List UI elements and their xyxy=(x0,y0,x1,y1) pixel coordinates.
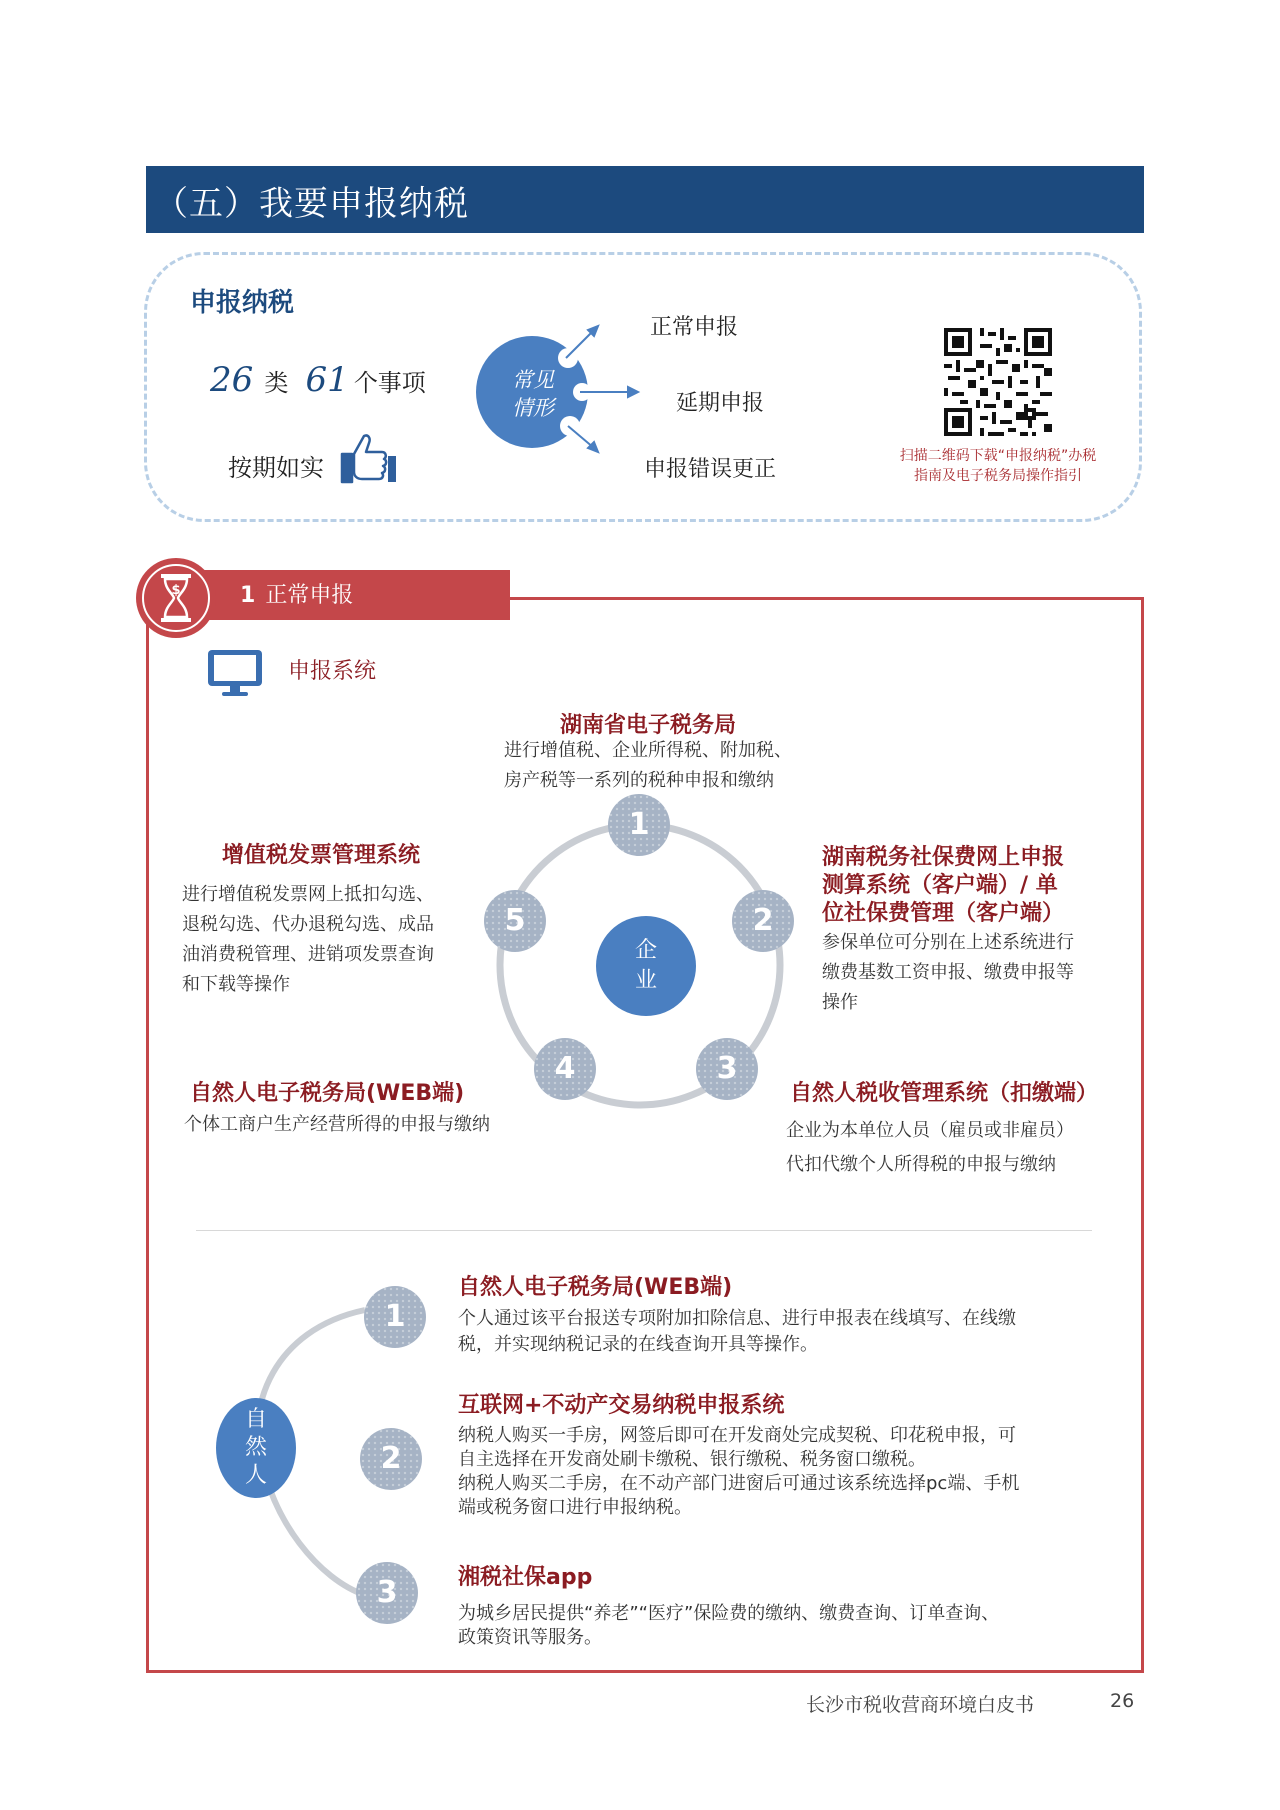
person-item-3-desc xyxy=(458,1602,999,1650)
enterprise-hub-line-1: 企 xyxy=(634,938,657,963)
hourglass-icon xyxy=(134,556,218,640)
qr-caption xyxy=(868,446,1128,486)
svg-text:$: $ xyxy=(171,583,181,598)
qr-caption-line-2: 指南及电子税务局操作指引 xyxy=(914,468,1082,484)
system-2-desc-line: 操作 xyxy=(822,992,858,1013)
system-5-desc-line: 和下载等操作 xyxy=(182,974,290,995)
system-1-title: 湖南省电子税务局 xyxy=(560,713,737,738)
person-item-2-desc-line: 自主选择在开发商处刷卡缴税、银行缴税、税务窗口缴税。 xyxy=(458,1449,926,1470)
case-extension: 延期申报 xyxy=(676,391,765,416)
person-item-3-title: 湘税社保app xyxy=(458,1565,593,1590)
stat-unit-1: 类 xyxy=(264,369,289,397)
person-hub xyxy=(216,1398,296,1498)
system-5-desc xyxy=(182,880,434,1000)
section1-subheading: 申报系统 xyxy=(288,659,377,684)
principle-label: 按期如实 xyxy=(228,454,324,482)
section1-title: 正常申报 xyxy=(265,583,354,608)
info-heading: 申报纳税 xyxy=(190,288,295,318)
section-divider xyxy=(196,1230,1092,1231)
footer-book-title: 长沙市税收营商环境白皮书 xyxy=(806,1694,1035,1716)
person-item-2-desc-line: 纳税人购买二手房，在不动产部门进窗后可通过该系统选择pc端、手机 xyxy=(458,1473,1020,1494)
case-normal: 正常申报 xyxy=(650,315,739,340)
person-item-1-title: 自然人电子税务局(WEB端) xyxy=(458,1275,733,1300)
case-correction: 申报错误更正 xyxy=(644,457,777,482)
system-number-1: 1 xyxy=(608,794,670,856)
person-item-number-1: 1 xyxy=(364,1286,426,1348)
system-number-3: 3 xyxy=(696,1038,758,1100)
qr-code[interactable] xyxy=(944,328,1052,436)
system-3-desc-line: 代扣代缴个人所得税的申报与缴纳 xyxy=(786,1154,1056,1175)
person-item-2-title: 互联网+不动产交易纳税申报系统 xyxy=(458,1393,785,1418)
person-item-2-desc-line: 端或税务窗口进行申报纳税。 xyxy=(458,1497,692,1518)
person-hub-line: 人 xyxy=(244,1463,267,1488)
system-3-desc xyxy=(786,1114,1074,1182)
person-item-2-desc-line: 纳税人购买一手房，网签后即可在开发商处完成契税、印花税申报，可 xyxy=(458,1425,1016,1446)
system-5-title: 增值税发票管理系统 xyxy=(222,843,421,868)
stat-number-1: 26 xyxy=(210,360,254,400)
system-2-title xyxy=(822,844,1064,928)
person-item-1-desc-line: 个人通过该平台报送专项附加扣除信息、进行申报表在线填写、在线缴 xyxy=(458,1308,1016,1329)
section1-number: 1 xyxy=(240,583,256,608)
stat-number-2: 61 xyxy=(305,360,349,400)
system-number-2: 2 xyxy=(732,890,794,952)
stats-line xyxy=(210,360,426,400)
monitor-icon xyxy=(206,648,264,698)
person-item-3-desc-line: 为城乡居民提供“养老”“医疗”保险费的缴纳、缴费查询、订单查询、 xyxy=(458,1603,1000,1624)
enterprise-hub xyxy=(596,916,696,1016)
person-item-2-desc xyxy=(458,1424,1019,1520)
system-1-desc-line: 房产税等一系列的税种申报和缴纳 xyxy=(504,770,774,791)
system-2-title-line: 湖南税务社保费网上申报 xyxy=(822,845,1065,870)
system-5-desc-line: 进行增值税发票网上抵扣勾选、 xyxy=(182,884,434,905)
enterprise-hub-line-2: 业 xyxy=(634,968,657,993)
system-number-4: 4 xyxy=(534,1038,596,1100)
person-item-1-desc-line: 税，并实现纳税记录的在线查询开具等操作。 xyxy=(458,1334,818,1355)
person-item-number-3: 3 xyxy=(356,1562,418,1624)
person-item-3-desc-line: 政策资讯等服务。 xyxy=(458,1627,602,1648)
system-1-desc-line: 进行增值税、企业所得税、附加税、 xyxy=(504,740,792,761)
system-2-desc xyxy=(822,928,1074,1018)
system-number-5: 5 xyxy=(484,890,546,952)
system-3-desc-line: 企业为本单位人员（雇员或非雇员） xyxy=(786,1120,1074,1141)
system-5-desc-line: 油消费税管理、进销项发票查询 xyxy=(182,944,434,965)
section1-tab-label xyxy=(240,578,353,609)
qr-caption-line-1: 扫描二维码下载“申报纳税”办税 xyxy=(899,448,1097,464)
footer-page-number: 26 xyxy=(1110,1690,1135,1712)
common-cases-hub xyxy=(476,318,646,468)
person-hub-line: 然 xyxy=(244,1435,267,1460)
person-item-number-2: 2 xyxy=(360,1428,422,1490)
system-2-title-line: 测算系统（客户端）/ 单 xyxy=(822,873,1058,898)
hub-label-line-2: 情形 xyxy=(512,396,554,420)
system-1-desc xyxy=(504,736,792,796)
person-item-1-desc xyxy=(458,1306,1016,1358)
system-5-desc-line: 退税勾选、代办退税勾选、成品 xyxy=(182,914,434,935)
system-4-desc: 个体工商户生产经营所得的申报与缴纳 xyxy=(184,1114,490,1135)
hub-label xyxy=(512,366,554,422)
hub-label-line-1: 常见 xyxy=(512,368,554,392)
system-3-title: 自然人税收管理系统（扣缴端） xyxy=(790,1081,1099,1106)
system-2-title-line: 位社保费管理（客户端） xyxy=(822,901,1065,926)
stat-unit-2: 个事项 xyxy=(353,369,426,397)
thumbs-up-icon xyxy=(336,432,400,490)
system-2-desc-line: 缴费基数工资申报、缴费申报等 xyxy=(822,962,1074,983)
section-title: （五）我要申报纳税 xyxy=(154,184,469,224)
person-hub-line: 自 xyxy=(244,1407,267,1432)
system-2-desc-line: 参保单位可分别在上述系统进行 xyxy=(822,932,1074,953)
system-4-title: 自然人电子税务局(WEB端) xyxy=(190,1081,465,1106)
